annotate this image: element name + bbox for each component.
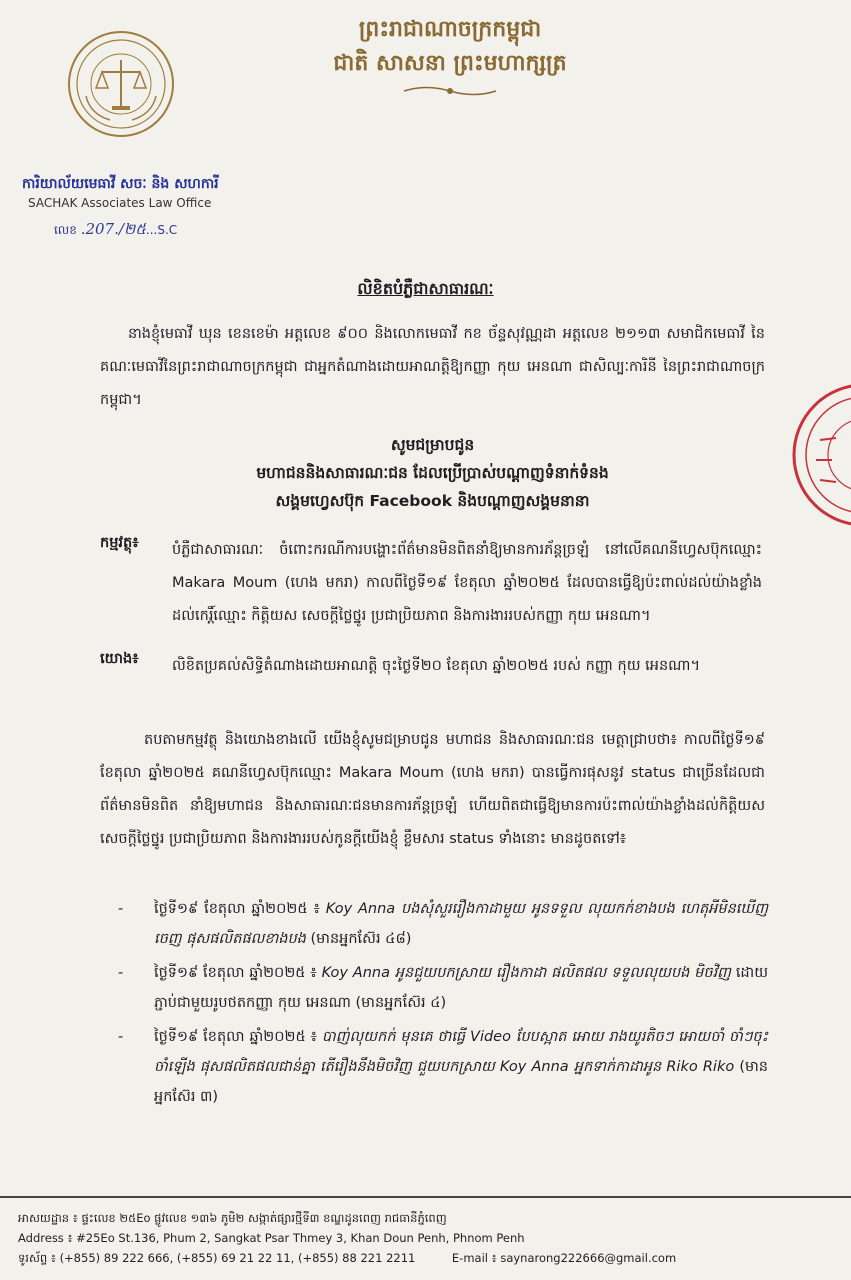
notice-line-3: សង្គមហ្វេសប៊ុក Facebook និងបណ្តាញសង្គមនានា <box>275 492 590 510</box>
list-item <box>118 1022 768 1112</box>
subject-label: កម្មវត្ថុ៖ <box>100 535 139 551</box>
bullet-dash: - <box>118 965 124 981</box>
bullet-note: (មានអ្នកស៊ែរ ៤៨) <box>310 931 412 947</box>
red-stamp <box>792 370 851 540</box>
footer-address-english: Address ៖ #25Eo St.136, Phum 2, Sangkat Psar Thmey 3, Khan Doun Penh, Phnom Penh <box>18 1231 525 1245</box>
office-name-khmer: ការិយាល័យមេធាវី សចៈ និង សហការី <box>22 176 219 192</box>
ornament-divider <box>402 84 498 98</box>
bullet-note: (មានអ្នកស៊ែរ ៣) <box>154 1059 769 1105</box>
bullet-quote: បាញ់លុយកក់ មុនគេ ថាធ្វើ Video បែបស្អាត អោយ រាងយូរតិចៗ អោយចាំ ចាំៗចុះ ចាំឡើង ផុសផលិតផលជាន់គ្នា តើរឿងនឹងមិចវិញ ជួយបកស្រាយ Koy Anna អ្នកទាក់កាដាអូន Riko Riko <box>154 1029 768 1075</box>
bullet-dash: - <box>118 901 124 917</box>
bullet-date: ថ្ងៃទី១៩ ខែតុលា ឆ្នាំ២០២៥ ៖ <box>154 901 320 917</box>
notice-line-1: សូមជម្រាបជូន <box>390 436 475 454</box>
bullet-quote: Koy Anna អូនជួយបកស្រាយ រឿងកាដា ផលិតផល ទទួលលុយបង មិចវិញ <box>321 965 731 981</box>
ref-prefix: លេខ <box>54 223 77 237</box>
kingdom-header <box>320 12 580 102</box>
kingdom-line-2: ជាតិ សាសនា ព្រះមហាក្សត្រ <box>333 50 567 76</box>
subject-text: បំភ្លឺជាសាធារណៈ ចំពោះករណីការបង្ហោះព័ត៌មានមិនពិតនាំឱ្យមានការភ័ន្តច្រឡំ នៅលើគណនីហ្វេសប៊ុកឈ្មោះ Makara Moum (ហេង មករា) កាលពីថ្ងៃទី១៩ ខែតុលា ឆ្នាំ២០២៥ ដែលបានធ្វើឱ្យប៉ះពាល់ដល់យ៉ាងខ្លាំងដល់កេរ្តិ៍ឈ្មោះ កិត្តិយស សេចក្តីថ្លៃថ្នូរ ប្រជាប្រិយភាព និងការងាររបស់កញ្ញា កុយ អេនណា។ <box>172 542 762 624</box>
bullet-date: ថ្ងៃទី១៩ ខែតុលា ឆ្នាំ២០២៥ ៖ <box>154 1029 317 1045</box>
list-item <box>118 958 768 1018</box>
notice-line-2: មហាជននិងសាធារណៈជន ដែលប្រើប្រាស់បណ្តាញទំនាក់ទំនង <box>256 464 609 482</box>
ref-handwritten-number: .207./២៥ <box>80 220 146 238</box>
reference-number <box>54 220 177 242</box>
bullet-date: ថ្ងៃទី១៩ ខែតុលា ឆ្នាំ២០២៥ ៖ <box>154 965 317 981</box>
footer-address-khmer: អាសយដ្ឋាន ៖ ផ្ទះលេខ ២៥Eo ផ្លូវលេខ ១៣៦ ភូមិ២ សង្កាត់ផ្សារថ្មីទី៣ ខណ្ឌដូនពេញ រាជធានីភ្នំពេញ <box>18 1211 447 1225</box>
body-paragraph: តបតាមកម្មវត្ថុ និងយោងខាងលើ យើងខ្ញុំសូមជម្រាបជូន មហាជន និងសាធារណៈជន មេត្តាជ្រាបថា៖ កាលពីថ្ងៃទី១៩ ខែតុលា ឆ្នាំ២០២៥ គណនីហ្វេសប៊ុកឈ្មោះ Makara Moum (ហេង មករា) បានធ្វើការផុសនូវ status ជាច្រើនដែលជាព័ត៌មានមិនពិត នាំឱ្យមហាជន និងសាធារណៈជនមានការភ័ន្តច្រឡំ ហើយពិតជាធ្វើឱ្យមានការប៉ះពាល់យ៉ាងខ្លាំងដល់កិត្តិយស សេចក្តីថ្លៃថ្នូរ ប្រជាប្រិយភាព និងការងាររបស់កូនក្តីយើងខ្ញុំ ខ្លឹមសារ status ទាំងនោះ មានដូចតទៅ៖ <box>100 732 765 847</box>
footer-phone: ទូរស័ព្ទ ៖ (+855) 89 222 666, (+855) 69 21 22 11, (+855) 88 221 2211 <box>18 1251 416 1265</box>
intro-paragraph: នាងខ្ញុំមេធាវី ឃុន ខេនខេម៉ា អត្តលេខ ៩០០ និងលោកមេធាវី កខ ច័ន្ទសុវណ្ណដា អត្តលេខ ២១១៣ សមាជិកមេធាវី នៃគណៈមេធាវីនៃព្រះរាជាណាចក្រកម្ពុជា ជាអ្នកតំណាងដោយអាណត្តិឱ្យកញ្ញា កុយ អេនណា ជាសិល្បៈការិនី នៃព្រះរាជាណាចក្រកម្ពុជា។ <box>100 326 765 408</box>
bullet-dash: - <box>118 1029 124 1045</box>
reference-label: យោង៖ <box>100 651 139 667</box>
office-name-english: SACHAK Associates Law Office <box>28 196 212 210</box>
kingdom-line-1: ព្រះរាជាណាចក្រកម្ពុជា <box>358 16 542 42</box>
list-item <box>118 894 768 954</box>
bullet-note: ដោយភ្ជាប់ជាមួយរូបថតកញ្ញា កុយ អេនណា (មានអ្នកស៊ែរ ៤) <box>154 965 769 1011</box>
footer-divider <box>0 1196 851 1198</box>
status-list <box>118 894 768 1116</box>
footer <box>0 1196 851 1268</box>
bullet-quote: Koy Anna បងសុំសួររឿងកាដាមួយ អូនទទួល លុយកក់ខាងបង ហេតុអីមិនឃើញចេញ ផុសផលិតផលខាងបង <box>154 901 769 947</box>
law-office-logo <box>60 30 182 138</box>
reference-text: លិខិតប្រគល់សិទ្ធិតំណាងដោយអាណត្តិ ចុះថ្ងៃទី២០ ខែតុលា ឆ្នាំ២០២៥ របស់ កញ្ញា កុយ អេនណា។ <box>172 658 701 674</box>
footer-contact <box>0 1248 851 1268</box>
footer-email: E-mail ៖ saynarong222666@gmail.com <box>451 1251 677 1265</box>
document-title: លិខិតបំភ្លឺជាសាធារណៈ <box>357 279 494 298</box>
ref-suffix: ...S.C <box>145 223 178 237</box>
